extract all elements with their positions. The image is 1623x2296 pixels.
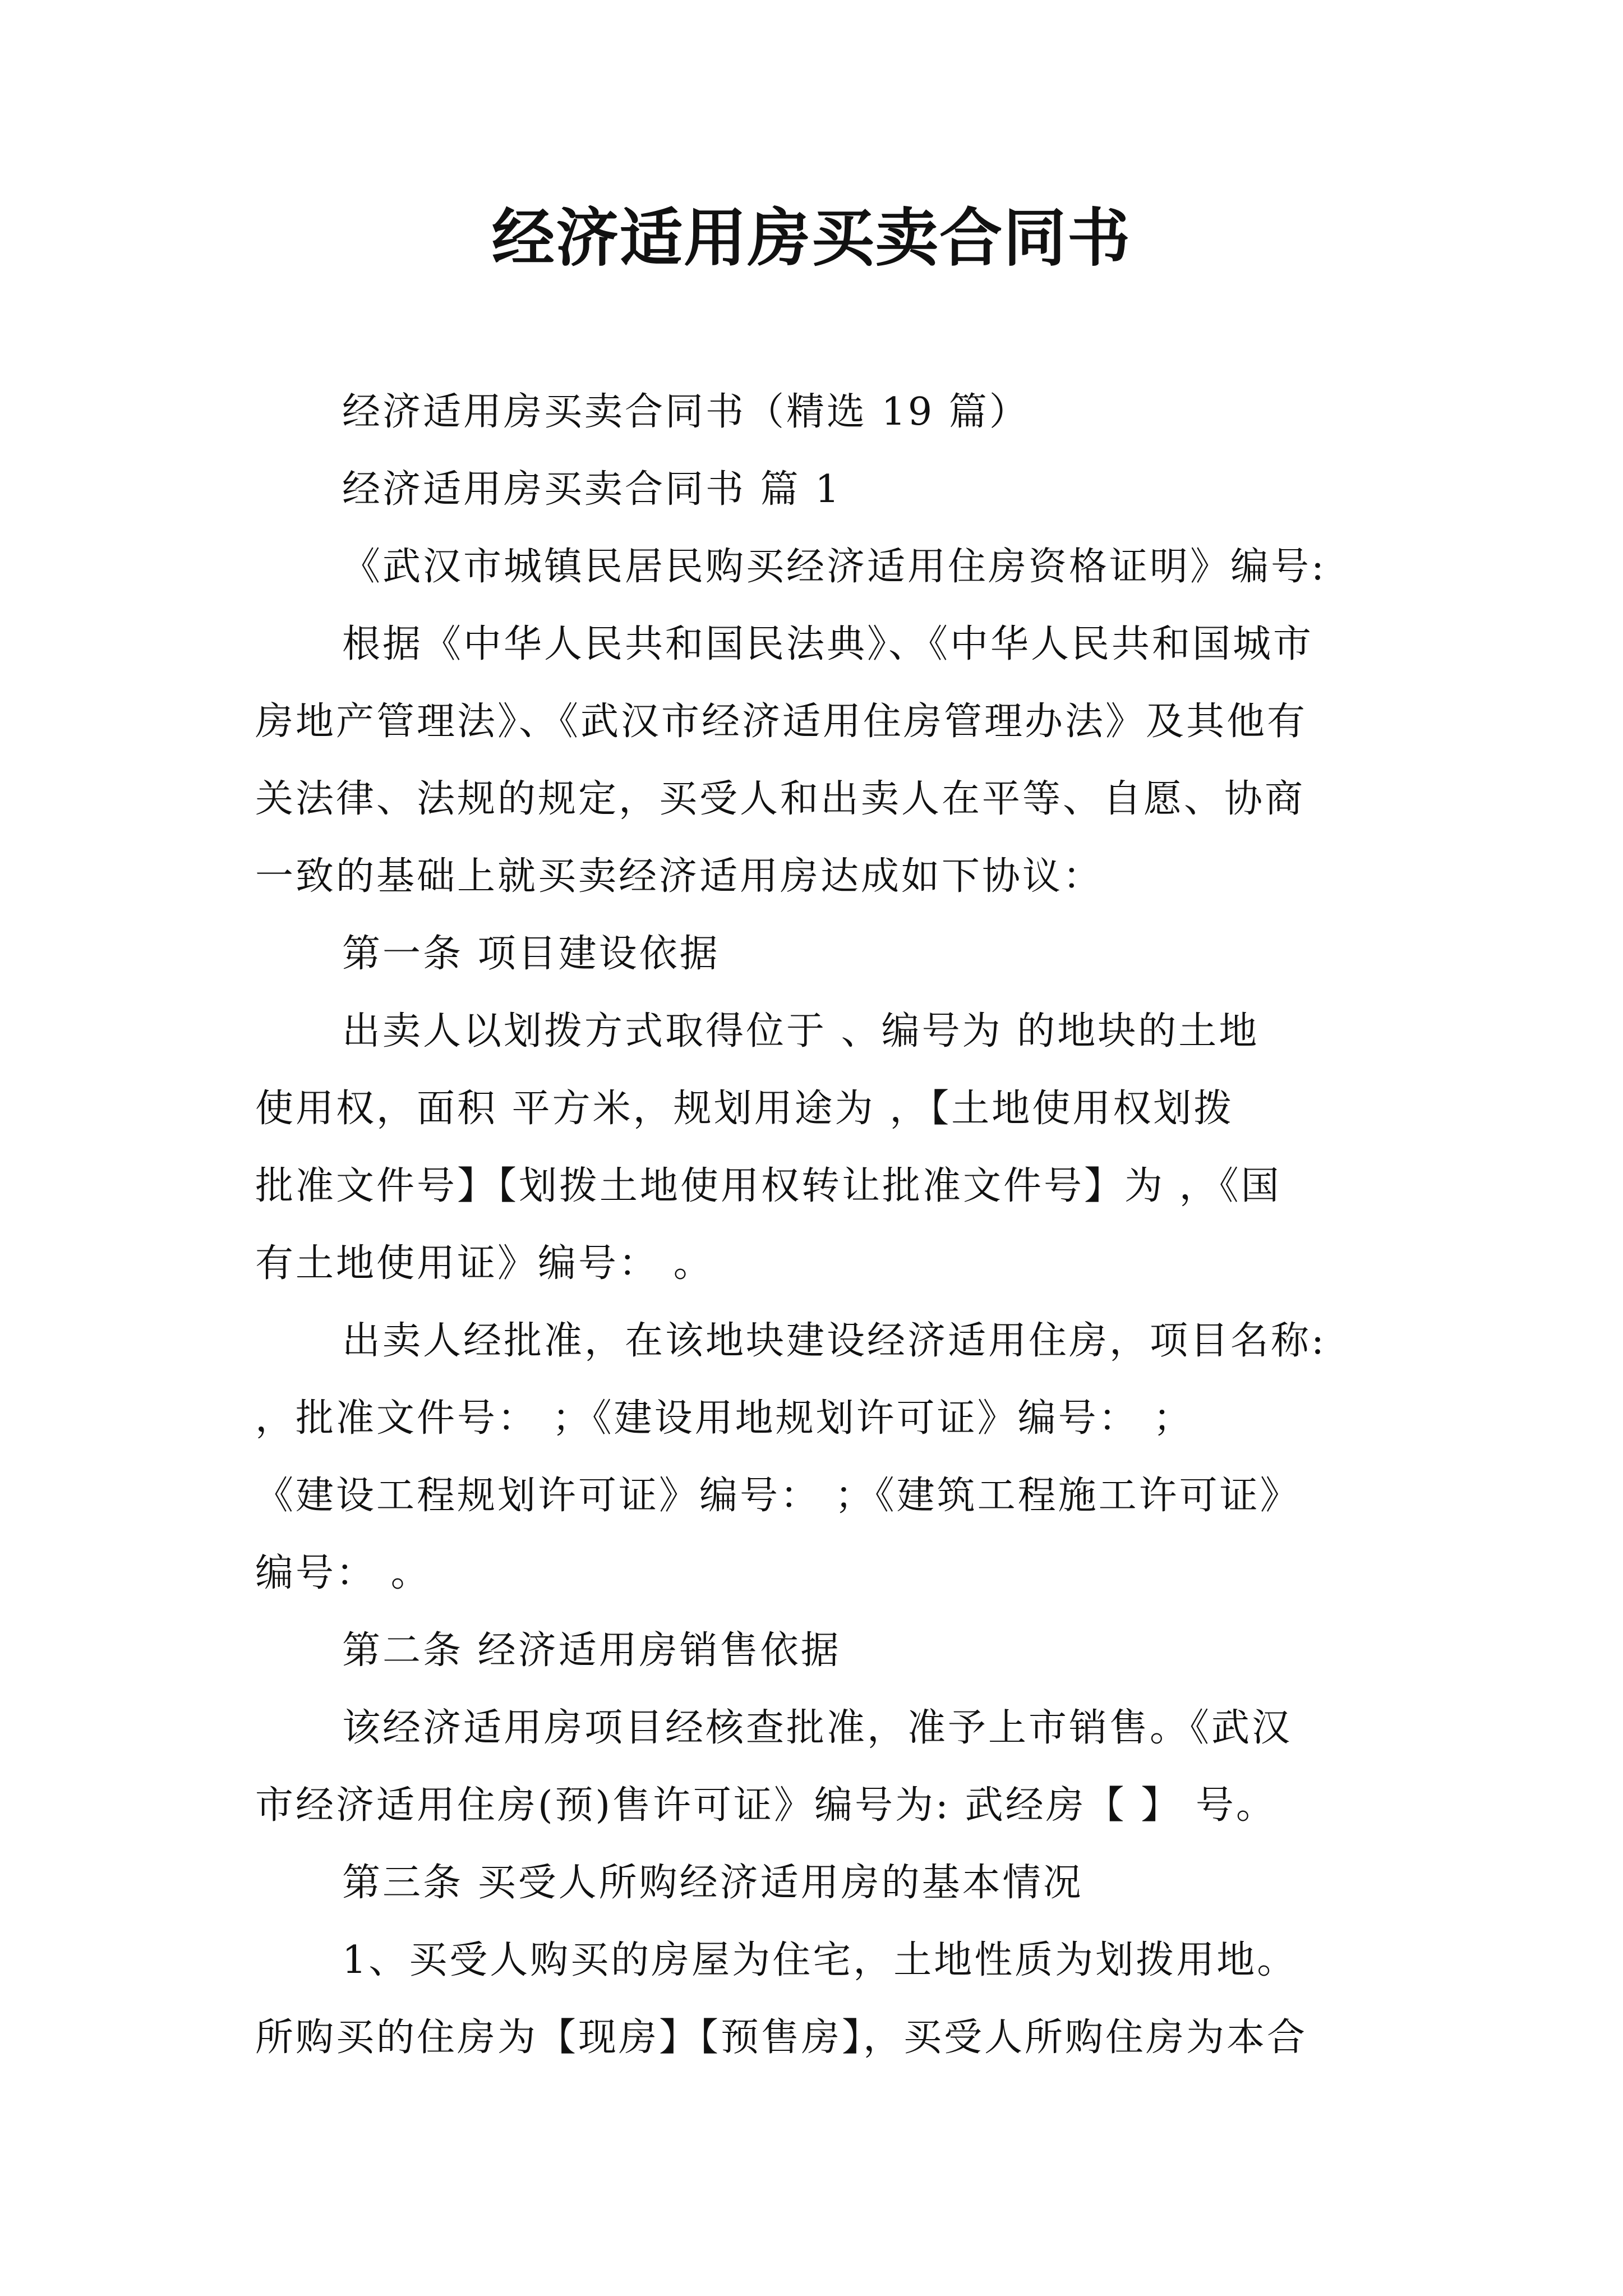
section-heading-line: 经济适用房买卖合同书 篇 1 bbox=[342, 467, 842, 512]
article-heading-line: 第一条 项目建设依据 bbox=[342, 932, 720, 976]
certificate-line: 《武汉市城镇民居民购买经济适用住房资格证明》编号: bbox=[342, 545, 1326, 589]
paragraph-line: 关法律、法规的规定，买受人和出卖人在平等、自愿、协商 bbox=[255, 777, 1306, 821]
paragraph-line: 使用权，面积 平方米，规划用途为 ，【土地使用权划拨 bbox=[255, 1087, 1234, 1131]
paragraph-line: 有土地使用证》编号： 。 bbox=[255, 1241, 714, 1286]
paragraph-line: 房地产管理法》、《武汉市经济适用住房管理办法》及其他有 bbox=[255, 700, 1308, 744]
paragraph-line: 1、买受人购买的房屋为住宅，土地性质为划拨用地。 bbox=[342, 1938, 1298, 1982]
paragraph-line: 市经济适用住房(预)售许可证》编号为: 武经房【 】 号。 bbox=[255, 1783, 1276, 1828]
paragraph-line: 根据《中华人民共和国民法典》、《中华人民共和国城市 bbox=[342, 622, 1314, 666]
paragraph-line: ，批准文件号： ；《建设用地规划许可证》编号： ； bbox=[255, 1396, 1194, 1441]
article-heading-line: 第二条 经济适用房销售依据 bbox=[342, 1628, 841, 1673]
document-title: 经济适用房买卖合同书 bbox=[492, 201, 1131, 275]
article-heading-line: 第三条 买受人所购经济适用房的基本情况 bbox=[342, 1861, 1083, 1905]
paragraph-line: 批准文件号】【划拨土地使用权转让批准文件号】为 ，《国 bbox=[255, 1164, 1281, 1208]
paragraph-line: 编号： 。 bbox=[255, 1551, 431, 1595]
paragraph-line: 所购买的住房为【现房】【预售房】，买受人所购住房为本合 bbox=[255, 2016, 1308, 2060]
paragraph-line: 一致的基础上就买卖经济适用房达成如下协议： bbox=[255, 854, 1104, 899]
paragraph-line: 该经济适用房项目经核查批准，准予上市销售。《武汉 bbox=[342, 1706, 1293, 1750]
paragraph-line: 出卖人经批准，在该地块建设经济适用住房，项目名称: bbox=[342, 1319, 1326, 1363]
paragraph-line: 《建设工程规划许可证》编号： ；《建筑工程施工许可证》 bbox=[255, 1474, 1301, 1518]
paragraph-line: 出卖人以划拨方式取得位于 、编号为 的地块的土地 bbox=[342, 1009, 1260, 1053]
subtitle-line: 经济适用房买卖合同书（精选 19 篇） bbox=[342, 390, 1030, 434]
